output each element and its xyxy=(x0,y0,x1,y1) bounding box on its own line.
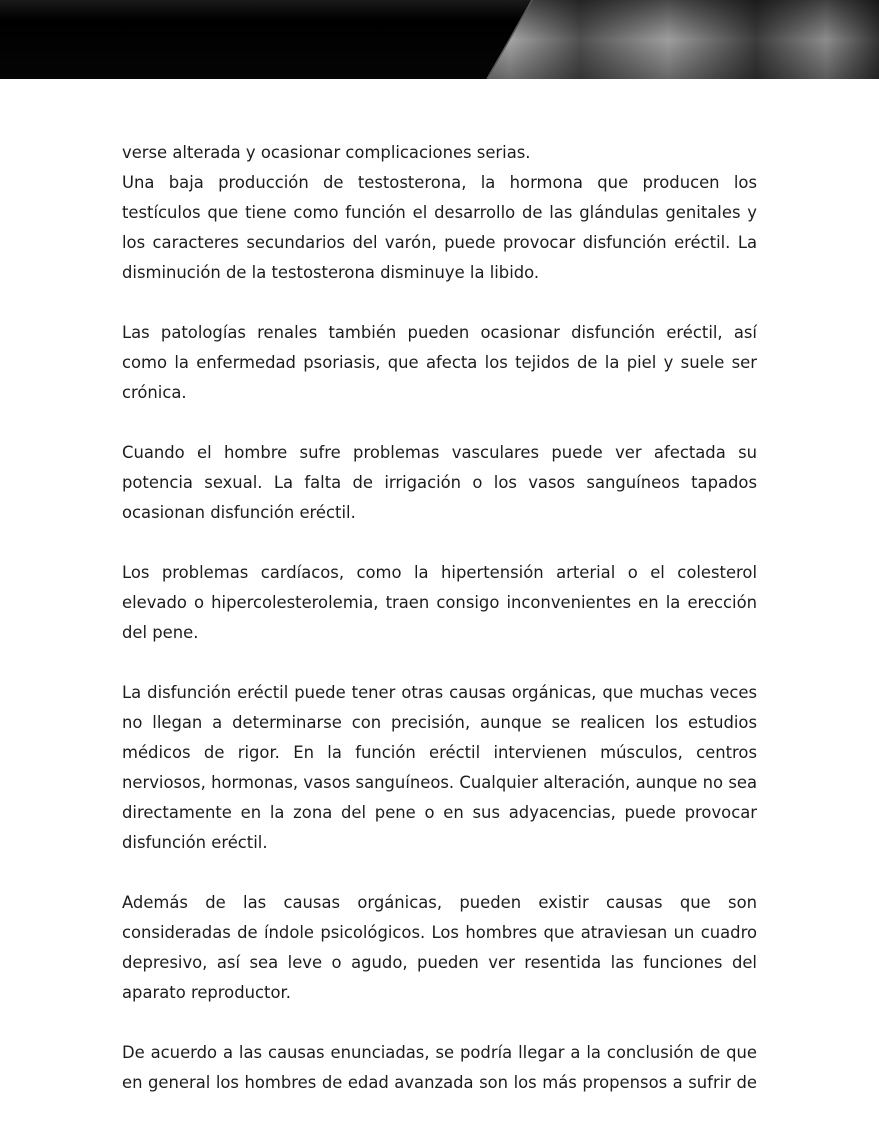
document-body xyxy=(122,138,757,1128)
paragraph: Además de las causas orgánicas, pueden existir causas que son consideradas de índole psicológicos. Los hombres que atraviesan un cuadro depresivo, así sea leve o agudo, pueden ver resentida las funciones del aparato reproductor. xyxy=(122,893,757,1002)
paragraph: La disfunción eréctil puede tener otras causas orgánicas, que muchas veces no llegan a determinarse con precisión, aunque se realicen los estudios médicos de rigor. En la función eréctil intervienen músculos, centros nerviosos, hormonas, vasos sanguíneos. Cualquier alteración, aunque no sea directamente en la zona del pene o en sus adyacencias, puede provocar disfunción eréctil. xyxy=(122,683,757,852)
metallic-header-graphic xyxy=(0,0,879,79)
paragraph: verse alterada y ocasionar complicaciones serias. xyxy=(122,143,531,162)
paragraph: Las patologías renales también pueden ocasionar disfunción eréctil, así como la enfermedad psoriasis, que afecta los tejidos de la piel y suele ser crónica. xyxy=(122,323,757,402)
paragraph: Los problemas cardíacos, como la hipertensión arterial o el colesterol elevado o hipercolesterolemia, traen consigo inconvenientes en la erección del pene. xyxy=(122,563,757,642)
paragraph: Cuando el hombre sufre problemas vasculares puede ver afectada su potencia sexual. La falta de irrigación o los vasos sanguíneos tapados ocasionan disfunción eréctil. xyxy=(122,443,757,522)
header-banner xyxy=(0,0,879,79)
paragraph: De acuerdo a las causas enunciadas, se podría llegar a la conclusión de que en general los hombres de edad avanzada son los más propensos a sufrir de xyxy=(122,1043,757,1092)
paragraph: Una baja producción de testosterona, la hormona que producen los testículos que tiene como función el desarrollo de las glándulas genitales y los caracteres secundarios del varón, puede provocar disfunción eréctil. La disminución de la testosterona disminuye la libido. xyxy=(122,173,757,282)
